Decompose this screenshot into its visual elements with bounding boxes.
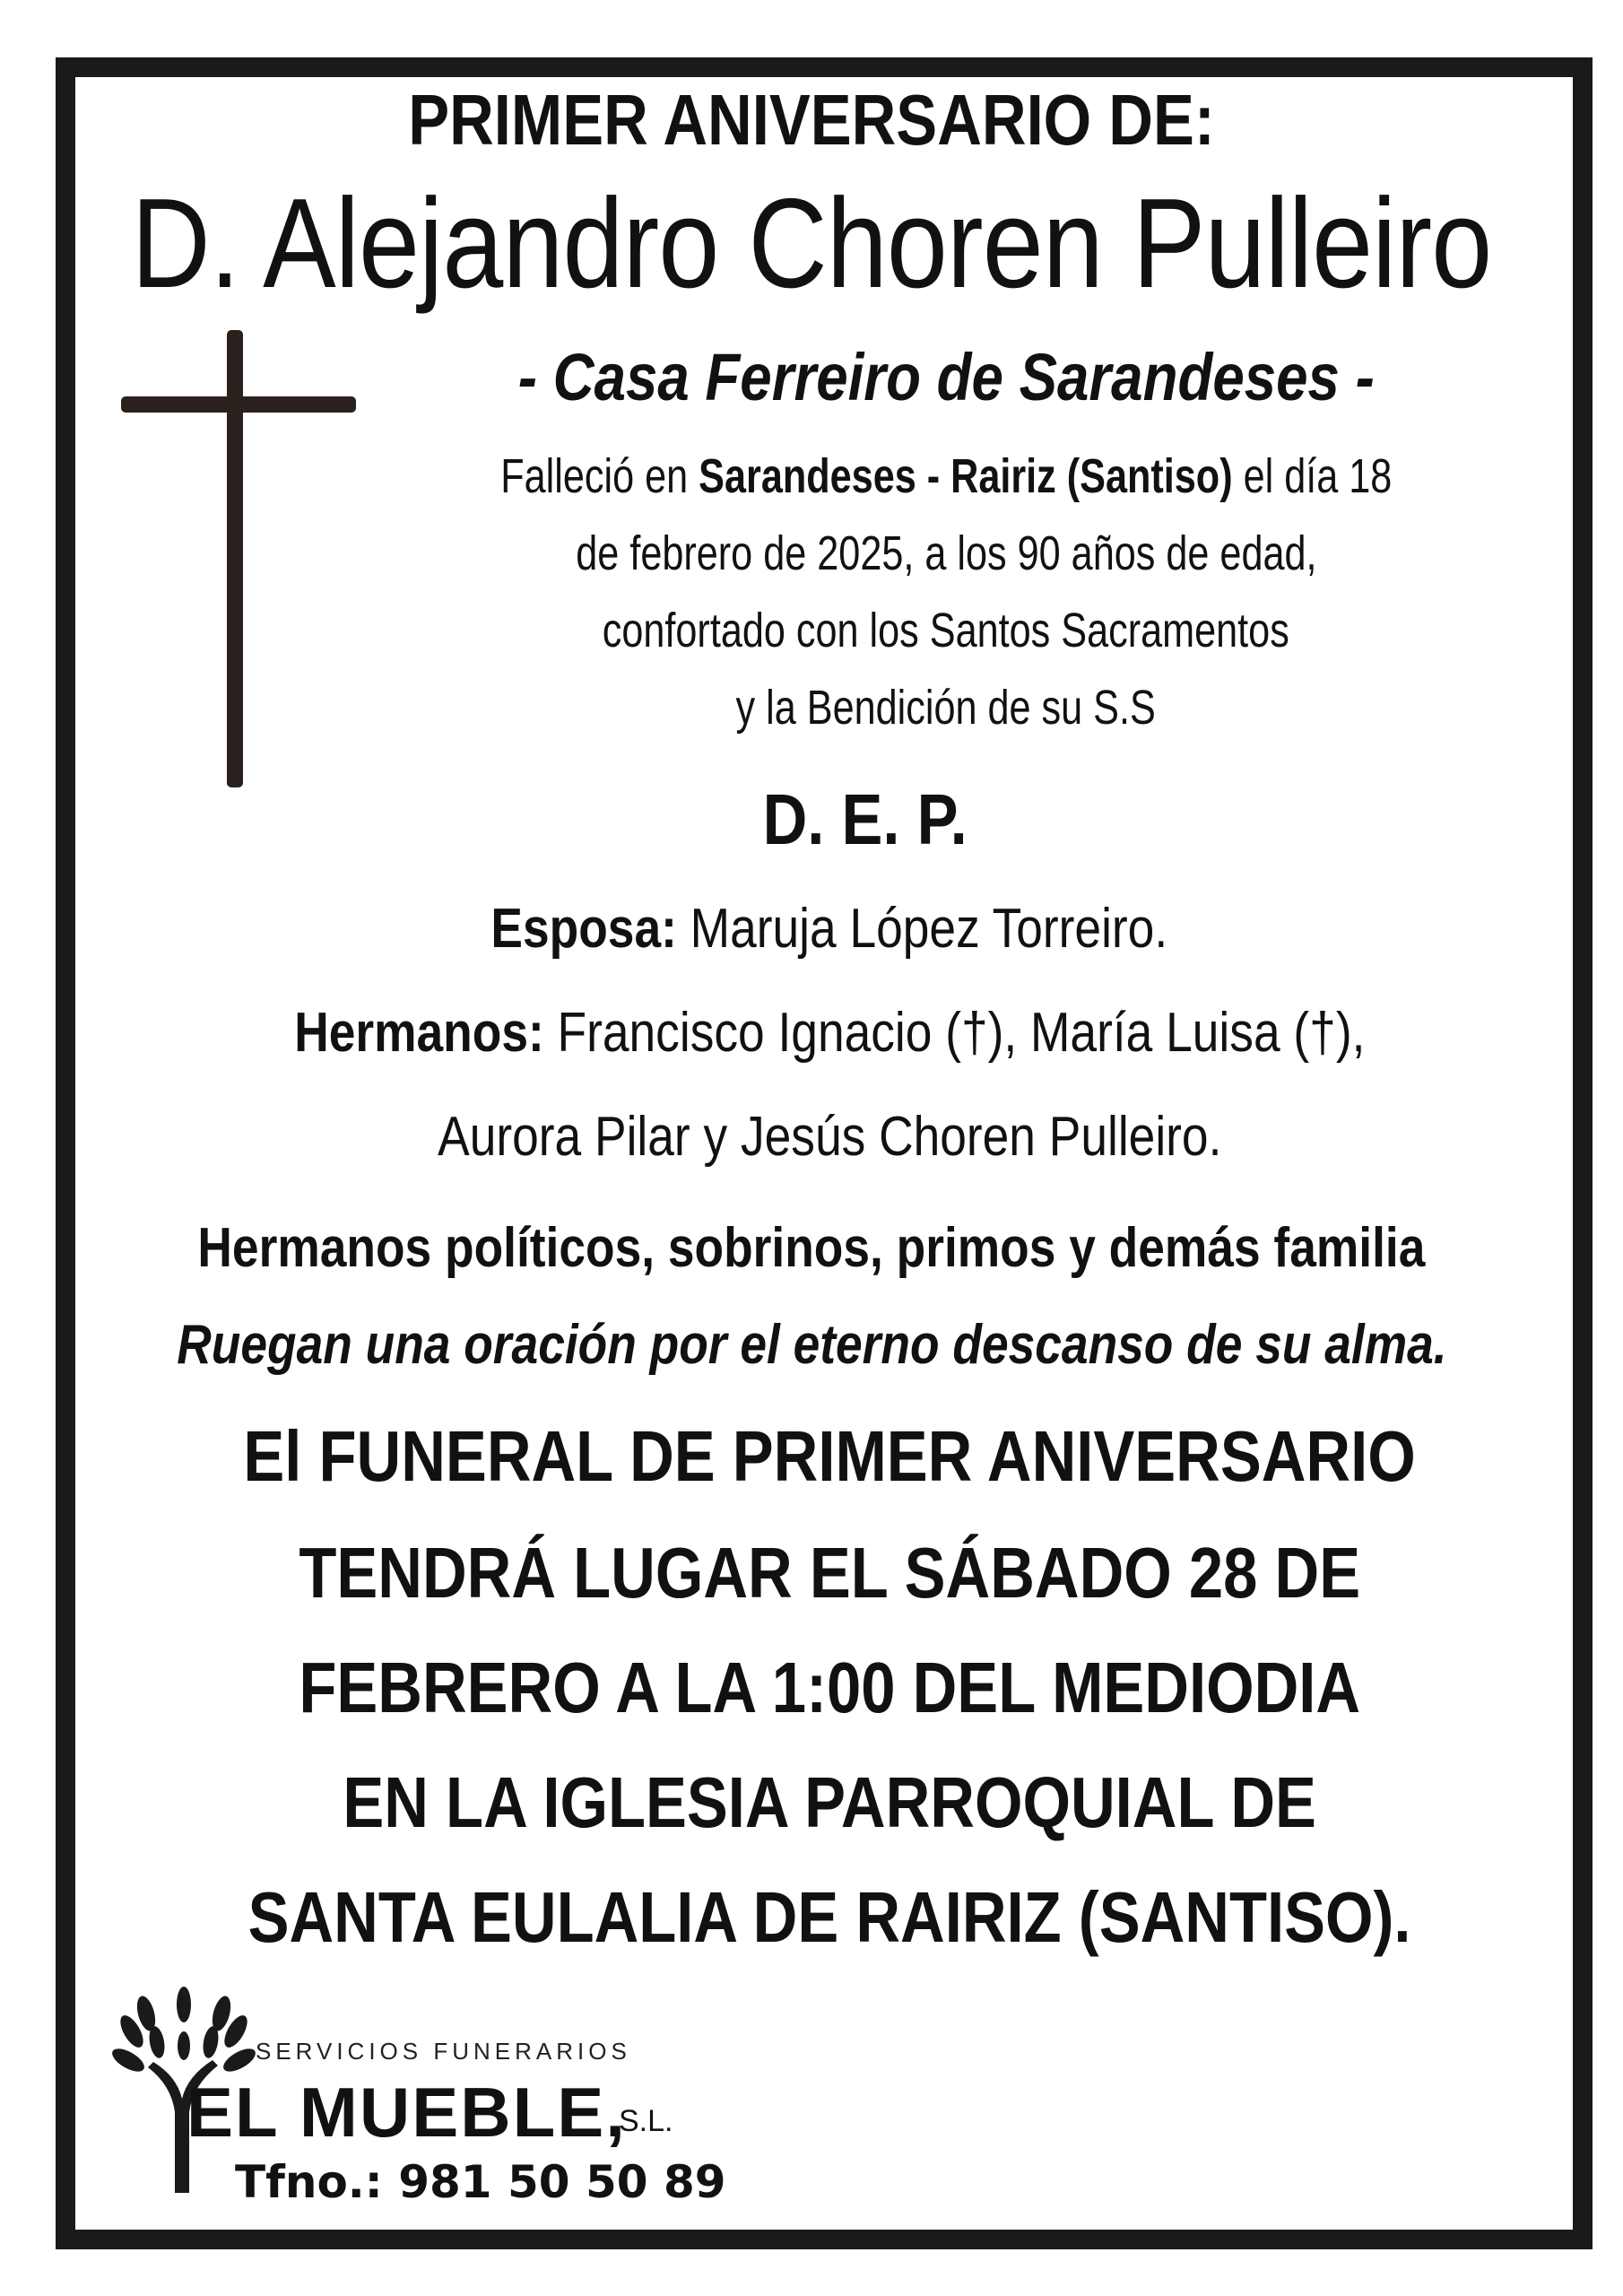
funeral-announcement-line: EN LA IGLESIA PARROQUIAL DE [343,1762,1316,1842]
logo-services-text: SERVICIOS FUNERARIOS [256,2038,631,2065]
death-text-line: confortado con los Santos Sacramentos [602,604,1290,657]
funeral-announcement-line: El FUNERAL DE PRIMER ANIVERSARIO [243,1416,1416,1496]
death-text-line: Falleció en Sarandeses - Rairiz (Santiso) el día 18 [499,449,1393,503]
logo-phone-text: Tfno.: 981 50 50 89 [235,2156,726,2208]
death-text-line: de febrero de 2025, a los 90 años de edad, [575,526,1317,580]
notice-title: PRIMER ANIVERSARIO DE: [408,80,1215,160]
dep-label: D. E. P. [762,779,968,859]
funeral-announcement-line: SANTA EULALIA DE RAIRIZ (SANTISO). [247,1877,1411,1957]
prayer-line: Ruegan una oración por el eterno descanso de su alma. [176,1314,1447,1376]
siblings-line: Hermanos: Francisco Ignacio (†), María Luisa (†), [293,1002,1366,1064]
death-text-line: y la Bendición de su S.S [735,681,1157,735]
logo-suffix-text: S.L. [619,2104,673,2138]
funeral-announcement-line: FEBRERO A LA 1:00 DEL MEDIODIA [299,1648,1360,1727]
siblings-line: Aurora Pilar y Jesús Choren Pulleiro. [437,1106,1222,1168]
deceased-name: D. Alejandro Choren Pulleiro [131,172,1492,315]
funeral-announcement-line: TENDRÁ LUGAR EL SÁBADO 28 DE [299,1533,1360,1613]
logo-brand-text: EL MUEBLE, [187,2073,627,2152]
relatives-line: Hermanos políticos, sobrinos, primos y demás familia [197,1217,1426,1279]
house-name: - Casa Ferreiro de Sarandeses - [517,340,1375,414]
spouse-line: Esposa: Maruja López Torreiro. [490,898,1168,960]
